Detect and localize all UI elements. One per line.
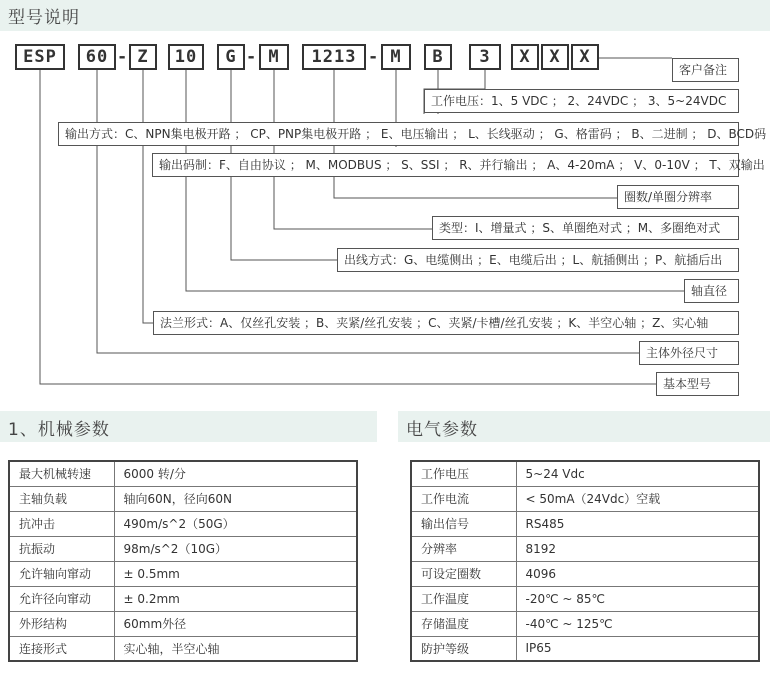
table-row — [9, 486, 357, 511]
table-row — [411, 536, 759, 561]
spec-key: 工作电流 — [411, 486, 516, 511]
table-row — [9, 561, 357, 586]
label-output-mode: 输出方式：C、NPN集电极开路 ； CP、PNP集电极开路 ； E、电压输出 ； L、长线驱动 ； G、格雷码 ； B、二进制 ； D、BCD码 — [58, 122, 739, 146]
label-base-model: 基本型号 — [656, 372, 739, 396]
code-esp: ESP — [15, 44, 65, 70]
spec-value: 6000 转/分 — [114, 461, 357, 486]
code-dash-3: - — [368, 47, 379, 67]
code-dash-1: - — [117, 47, 128, 67]
page-title: 型号说明 — [8, 8, 80, 28]
label-resolution: 圈数/单圈分辨率 — [617, 185, 739, 209]
spec-value: ± 0.5mm — [114, 561, 357, 586]
spec-key: 外形结构 — [9, 611, 114, 636]
code-m2: M — [381, 44, 411, 70]
code-60: 60 — [78, 44, 116, 70]
code-x3: X — [571, 44, 599, 70]
label-type: 类型：I、增量式 ；S、单圈绝对式 ；M、多圈绝对式 — [432, 216, 739, 240]
code-m1: M — [259, 44, 289, 70]
code-3: 3 — [469, 44, 501, 70]
table-row — [411, 586, 759, 611]
spec-value: 轴向60N，径向60N — [114, 486, 357, 511]
spec-key: 最大机械转速 — [9, 461, 114, 486]
spec-key: 可设定圈数 — [411, 561, 516, 586]
spec-key: 连接形式 — [9, 636, 114, 661]
spec-value: 8192 — [516, 536, 759, 561]
table-row — [411, 511, 759, 536]
code-x2: X — [541, 44, 569, 70]
table-row — [411, 486, 759, 511]
code-b: B — [424, 44, 452, 70]
table-row — [9, 511, 357, 536]
electrical-header — [398, 411, 770, 442]
spec-value: -20℃ ~ 85℃ — [516, 586, 759, 611]
label-shaft-dia: 轴直径 — [684, 279, 739, 303]
label-output-code: 输出码制：F、自由协议 ； M、MODBUS ； S、SSI ； R、并行输出 ； A、4-20mA ； V、0-10V ； T、双输出 — [152, 153, 739, 177]
label-cable: 出线方式：G、电缆侧出 ；E、电缆后出 ；L、航插侧出 ；P、航插后出 — [337, 248, 739, 272]
spec-value: 实心轴，半空心轴 — [114, 636, 357, 661]
electrical-table — [410, 460, 760, 662]
table-row — [411, 461, 759, 486]
mechanical-title: 1、机械参数 — [8, 420, 110, 440]
label-supply-voltage: 工作电压：1、5 VDC ； 2、24VDC ； 3、5~24VDC — [424, 89, 739, 113]
table-row — [9, 586, 357, 611]
spec-key: 允许轴向窜动 — [9, 561, 114, 586]
table-row — [411, 636, 759, 661]
spec-key: 抗振动 — [9, 536, 114, 561]
mechanical-header — [0, 411, 377, 442]
spec-value: 4096 — [516, 561, 759, 586]
code-g: G — [217, 44, 245, 70]
spec-key: 工作电压 — [411, 461, 516, 486]
spec-value: 60mm外径 — [114, 611, 357, 636]
electrical-title: 电气参数 — [406, 420, 478, 440]
table-row — [9, 536, 357, 561]
spec-value: -40℃ ~ 125℃ — [516, 611, 759, 636]
spec-key: 输出信号 — [411, 511, 516, 536]
spec-key: 允许径向窜动 — [9, 586, 114, 611]
table-row — [9, 461, 357, 486]
spec-key: 防护等级 — [411, 636, 516, 661]
label-flange: 法兰形式：A、仅丝孔安装 ；B、夹紧/丝孔安装 ；C、夹紧/卡槽/丝孔安装 ；K、半空心轴 ；Z、实心轴 — [153, 311, 739, 335]
spec-key: 存储温度 — [411, 611, 516, 636]
spec-key: 抗冲击 — [9, 511, 114, 536]
code-x1: X — [511, 44, 539, 70]
table-row — [411, 611, 759, 636]
spec-value: 5~24 Vdc — [516, 461, 759, 486]
code-10: 10 — [168, 44, 204, 70]
spec-value: < 50mA（24Vdc）空载 — [516, 486, 759, 511]
spec-value: 98m/s^2（10G） — [114, 536, 357, 561]
code-dash-2: - — [246, 47, 257, 67]
table-row — [9, 636, 357, 661]
code-1213: 1213 — [302, 44, 366, 70]
spec-key: 主轴负载 — [9, 486, 114, 511]
code-z: Z — [129, 44, 157, 70]
spec-key: 工作温度 — [411, 586, 516, 611]
table-row — [411, 561, 759, 586]
spec-value: IP65 — [516, 636, 759, 661]
label-customer-note: 客户备注 — [672, 58, 739, 82]
spec-value: ± 0.2mm — [114, 586, 357, 611]
spec-value: RS485 — [516, 511, 759, 536]
spec-key: 分辨率 — [411, 536, 516, 561]
mechanical-table — [8, 460, 358, 662]
label-body-size: 主体外径尺寸 — [639, 341, 739, 365]
table-row — [9, 611, 357, 636]
spec-value: 490m/s^2（50G） — [114, 511, 357, 536]
